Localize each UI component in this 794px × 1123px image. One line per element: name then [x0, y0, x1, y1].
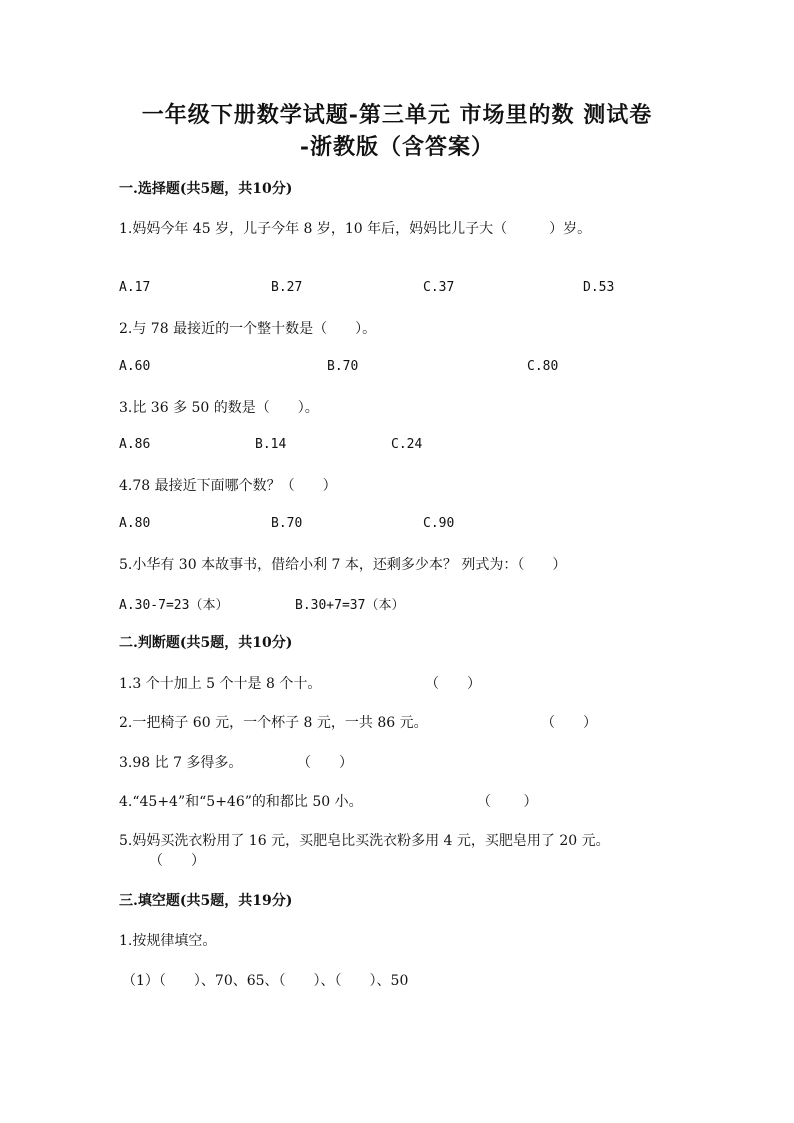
- choice-option: C.24: [391, 437, 423, 452]
- fill-question-1: 1.按规律填空。: [119, 933, 217, 949]
- choice-option: A.86: [119, 437, 151, 452]
- judge-question-2: 2.一把椅子 60 元，一个杯子 8 元，一共 86 元。: [119, 715, 428, 731]
- choice-option: C.80: [527, 359, 559, 374]
- choice-question-5: 5.小华有 30 本故事书，借给小利 7 本，还剩多少本？ 列式为：（ ）: [119, 557, 567, 573]
- section-heading-fill: 三.填空题(共5题，共19分): [119, 893, 293, 909]
- answer-blank: （ ）: [477, 794, 538, 810]
- choice-question-1: 1.妈妈今年 45 岁，儿子今年 8 岁，10 年后，妈妈比儿子大（ ）岁。: [119, 221, 592, 237]
- judge-question-5: 5.妈妈买洗衣粉用了 16 元，买肥皂比买洗衣粉多用 4 元，买肥皂用了 20 元。: [119, 833, 610, 849]
- choice-option: D.53: [583, 280, 615, 295]
- answer-blank: （ ）: [149, 853, 205, 869]
- choice-option: B.70: [327, 359, 359, 374]
- answer-blank: （ ）: [297, 755, 353, 771]
- fill-question-1-part-1: （1）（ ）、70、65、（ ）、（ ）、50: [122, 973, 409, 989]
- choice-option: C.37: [423, 280, 455, 295]
- answer-blank: （ ）: [425, 676, 481, 692]
- page-title-line2: -浙教版（含答案）: [299, 134, 495, 160]
- section-heading-judge: 二.判断题(共5题，共10分): [119, 635, 293, 651]
- section-heading-choice: 一.选择题(共5题，共10分): [119, 181, 293, 197]
- choice-question-3: 3.比 36 多 50 的数是（ ）。: [119, 400, 319, 416]
- choice-option: A.80: [119, 516, 151, 531]
- judge-question-4: 4.“45+4”和“5+46”的和都比 50 小。: [119, 794, 363, 810]
- choice-option: B.70: [271, 516, 303, 531]
- judge-question-1: 1.3 个十加上 5 个十是 8 个十。: [119, 676, 322, 692]
- answer-blank: （ ）: [541, 715, 597, 731]
- choice-option: A.17: [119, 280, 151, 295]
- page-title-line1: 一年级下册数学试题-第三单元 市场里的数 测试卷: [141, 102, 653, 128]
- choice-option: B.27: [271, 280, 303, 295]
- choice-option: B.14: [255, 437, 287, 452]
- choice-option: B.30+7=37（本）: [295, 598, 405, 613]
- choice-option: C.90: [423, 516, 455, 531]
- choice-question-4: 4.78 最接近下面哪个数？（ ）: [119, 478, 337, 494]
- choice-option: A.30-7=23（本）: [119, 598, 229, 613]
- judge-question-3: 3.98 比 7 多得多。: [119, 755, 243, 771]
- choice-option: A.60: [119, 359, 151, 374]
- choice-question-2: 2.与 78 最接近的一个整十数是（ ）。: [119, 321, 377, 337]
